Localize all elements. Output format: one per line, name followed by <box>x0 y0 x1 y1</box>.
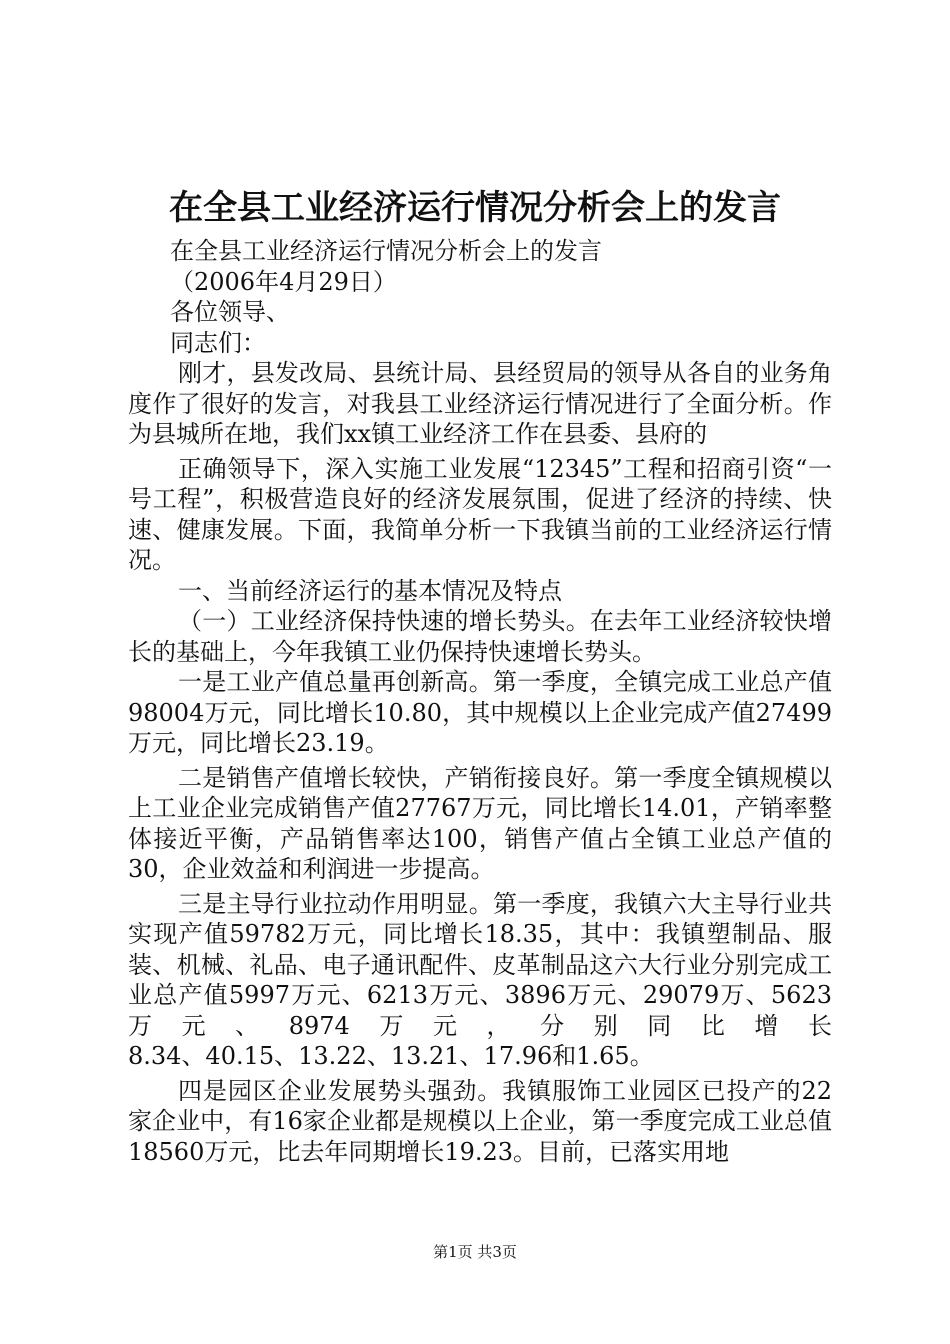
salutation-line: 各位领导、 <box>170 298 290 326</box>
body-paragraph: 正确领导下，深入实施工业发展“12345”工程和招商引资“一号工程”，积极营造良好的经济发展氛围，促进了经济的持续、快速、健康发展。下面，我简单分析一下我镇当前的工业经济运行情况。 <box>128 454 832 574</box>
date-paragraph: （2006年4月29日） <box>170 267 397 296</box>
salutation-line: 同志们： <box>170 328 266 357</box>
subtitle-paragraph: 在全县工业经济运行情况分析会上的发言 <box>170 237 602 265</box>
body-paragraph: 一是工业产值总量再创新高。第一季度，全镇完成工业总产值98004万元，同比增长10.80，其中规模以上企业完成产值27499万元，同比增长23.19。 <box>128 668 832 757</box>
body-paragraph: 刚才，县发改局、县统计局、县经贸局的领导从各自的业务角度作了很好的发言，对我县工业经济运行情况进行了全面分析。作为县城所在地，我们xx镇工业经济工作在县委、县府的 <box>128 359 832 448</box>
document-title: 在全县工业经济运行情况分析会上的发言 <box>169 188 781 228</box>
subsection-paragraph: （一）工业经济保持快速的增长势头。在去年工业经济较快增长的基础上，今年我镇工业仍保持快速增长势头。 <box>128 607 832 666</box>
document-body <box>128 236 832 1167</box>
body-paragraph: 三是主导行业拉动作用明显。第一季度，我镇六大主导行业共实现产值59782万元，同比增长18.35，其中：我镇塑制品、服装、机械、礼品、电子通讯配件、皮革制品这六大行业分别完成工业总产值5997万元、6213万元、3896万元、29079万、5623万元、8974万元，分别同比增长 <box>128 889 832 1040</box>
section-heading: 一、当前经济运行的基本情况及特点 <box>178 576 562 605</box>
body-paragraph: 二是销售产值增长较快，产销衔接良好。第一季度全镇规模以上工业企业完成销售产值27767万元，同比增长14.01，产销率整体接近平衡，产品销售率达100，销售产值占全镇工业总产值的30，企业效益和利润进一步提高。 <box>128 763 832 883</box>
body-paragraph-continued: 8.34、40.15、13.22、13.21、17.96和1.65。 <box>128 1042 654 1070</box>
body-paragraph: 四是园区企业发展势头强劲。我镇服饰工业园区已投产的22家企业中，有16家企业都是规模以上企业，第一季度完成工业总值18560万元，比去年同期增长19.23。目前，已落实用地 <box>128 1076 832 1166</box>
page-number: 第1页 共3页 <box>433 1243 517 1261</box>
